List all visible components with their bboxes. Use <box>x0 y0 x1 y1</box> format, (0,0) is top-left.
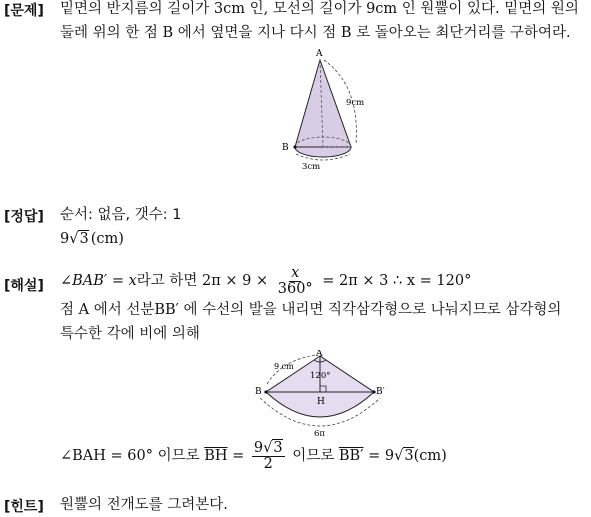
problem-text-line-2: 둘레 위의 한 점 B 에서 옆면을 지나 다시 점 B 로 돌아오는 최단거리를 구하여라. <box>60 25 571 41</box>
cone-side <box>295 60 351 147</box>
sector-figure <box>252 350 392 440</box>
explanation-line-2: 점 A 에서 선분BB′ 에 수선의 발을 내리면 직각삼각형으로 나눠지므로 삼각형의 <box>60 302 562 318</box>
cone-base-point-label: B <box>282 143 289 153</box>
problem-text-line-1: 밑면의 반지름의 길이가 3cm 인, 모선의 길이가 9cm 인 원뿔이 있다. 밑면의 원의 <box>60 1 579 17</box>
sector-apex-label: A <box>316 350 323 359</box>
sector-arc-label: 6π <box>314 429 325 439</box>
sector-right-label: B′ <box>376 387 385 397</box>
cone-slant-label: 9cm <box>346 98 365 108</box>
explanation-final-equation: ∠BAH = 60° 이므로 $\overline{BH}$ = $\frac{9√3}{2}$ 이므로 BB′ = 9√3(cm) <box>60 439 447 472</box>
explanation-equation: ∠BAB′ = x라고 하면 2π × 9 × $\frac{x}{360^\circ}$ = 2π × 3 ∴ x = 120° <box>60 264 472 297</box>
answer-tag: [정답] <box>4 209 44 225</box>
explanation-tag: [해설] <box>4 278 44 294</box>
answer-meta: 순서: 없음, 갯수: 1 <box>60 207 182 223</box>
sector-foot-label: H <box>317 397 325 407</box>
explanation-line-3: 특수한 각에 비에 의해 <box>60 326 200 342</box>
hint-text: 원뿔의 전개도를 그려본다. <box>60 497 228 513</box>
answer-value: 9√3 (cm) <box>60 231 124 247</box>
cone-figure <box>272 46 392 176</box>
sector-left-label: B <box>255 387 262 397</box>
cone-radius-label: 3cm <box>302 162 321 172</box>
cone-apex-label: A <box>316 49 323 59</box>
hint-tag: [힌트] <box>4 499 44 515</box>
problem-tag: [문제] <box>4 3 44 19</box>
sector-radius-label: 9 cm <box>274 362 294 371</box>
sector-angle-label: 120° <box>310 371 331 381</box>
